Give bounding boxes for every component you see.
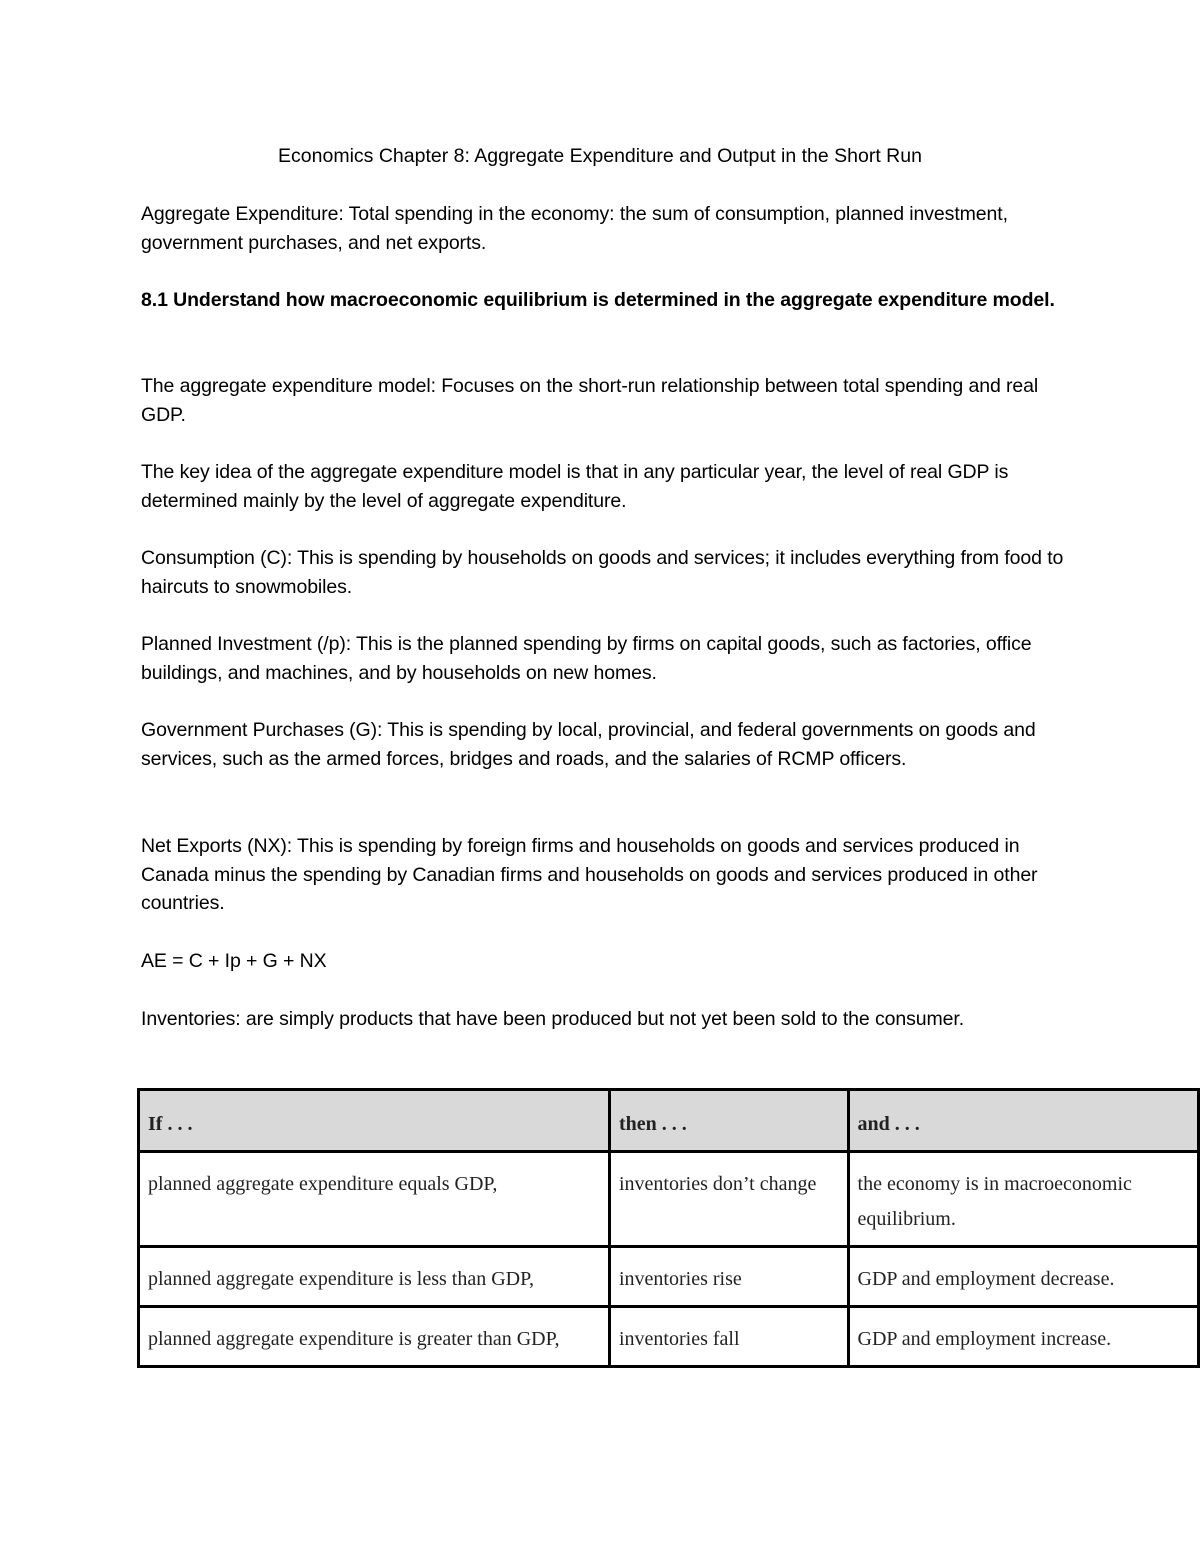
paragraph-inventories: Inventories: are simply products that have been produced but not yet been sold to the consumer. (141, 1008, 965, 1030)
table-cell: GDP and employment decrease. (848, 1247, 1198, 1307)
table-row (139, 1152, 1199, 1247)
table-row (139, 1247, 1199, 1307)
table-cell: GDP and employment increase. (848, 1307, 1198, 1367)
table-row (139, 1307, 1199, 1367)
table-header-if: If . . . (139, 1090, 610, 1152)
table-cell: the economy is in macroeconomic equilibrium. (848, 1152, 1198, 1247)
document-title: Economics Chapter 8: Aggregate Expenditure and Output in the Short Run (278, 145, 922, 167)
table-header-row (139, 1090, 1199, 1152)
paragraph-key-idea: The key idea of the aggregate expenditure model is that in any particular year, the level of real GDP is determined mainly by the level of aggregate expenditure. (141, 461, 1009, 512)
paragraph-net-exports: Net Exports (NX): This is spending by foreign firms and households on goods and services produced in Canada minus the spending by Canadian firms and households on goods and services produced in other countries. (141, 835, 1038, 914)
table-cell: inventories rise (610, 1247, 849, 1307)
paragraph-consumption: Consumption (C): This is spending by households on goods and services; it includes everything from food to haircuts to snowmobiles. (141, 547, 1064, 598)
paragraph-aggregate-expenditure: Aggregate Expenditure: Total spending in the economy: the sum of consumption, planned investment, government purchases, and net exports. (141, 203, 1008, 254)
table-cell: planned aggregate expenditure is greater than GDP, (139, 1307, 610, 1367)
section-heading-8-1: 8.1 Understand how macroeconomic equilibrium is determined in the aggregate expenditure model. (141, 289, 1055, 311)
equation-ae: AE = C + Ip + G + NX (141, 950, 327, 972)
equilibrium-table (137, 1088, 1200, 1368)
paragraph-planned-investment: Planned Investment (/p): This is the planned spending by firms on capital goods, such as factories, office buildings, and machines, and by households on new homes. (141, 633, 1032, 684)
table-cell: inventories don’t change (610, 1152, 849, 1247)
table-header-then: then . . . (610, 1090, 849, 1152)
table-cell: planned aggregate expenditure equals GDP, (139, 1152, 610, 1247)
table-cell: planned aggregate expenditure is less than GDP, (139, 1247, 610, 1307)
paragraph-ae-model: The aggregate expenditure model: Focuses on the short-run relationship between total spending and real GDP. (141, 375, 1039, 426)
table-header-and: and . . . (848, 1090, 1198, 1152)
table-cell: inventories fall (610, 1307, 849, 1367)
equilibrium-table-container (137, 1088, 1200, 1368)
paragraph-government-purchases: Government Purchases (G): This is spending by local, provincial, and federal governments on goods and services, such as the armed forces, bridges and roads, and the salaries of RCMP officers. (141, 719, 1036, 770)
